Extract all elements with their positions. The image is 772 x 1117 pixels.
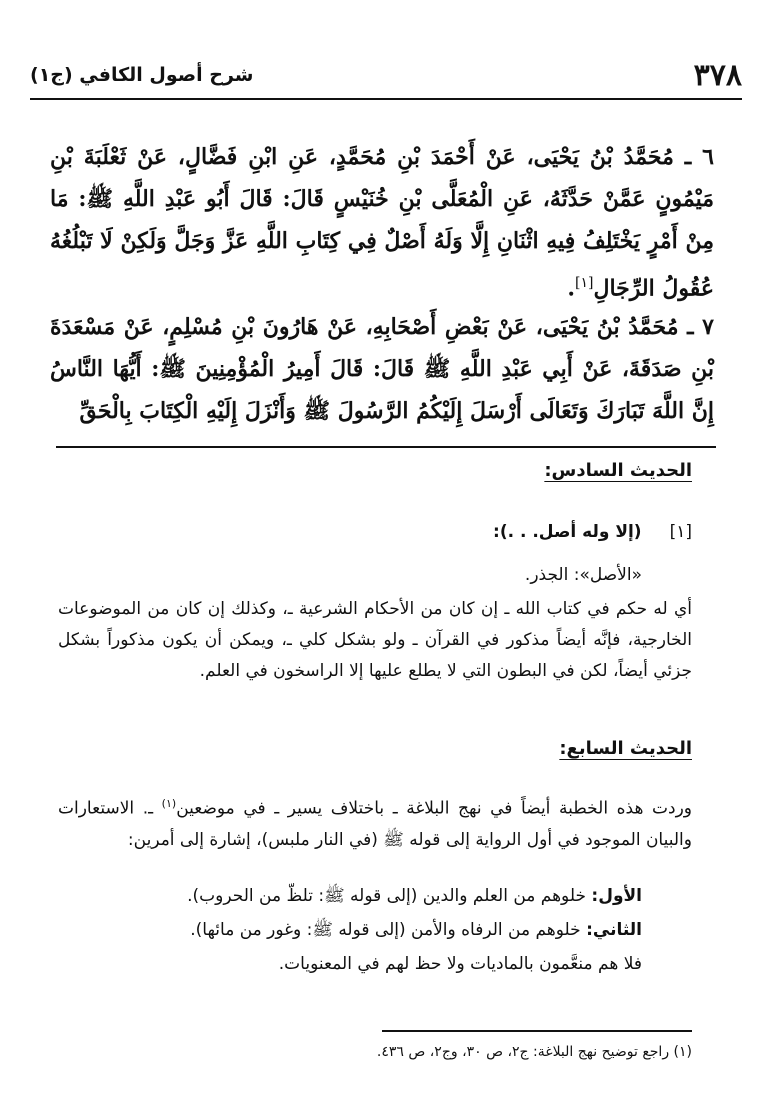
asl-definition: «الأصل»: الجذر. bbox=[524, 565, 642, 585]
hadith-6-footnote-marker: [١] bbox=[575, 275, 594, 291]
heading-hadith-7: الحديث السابع: bbox=[559, 738, 692, 759]
commentary-7-footnote-marker: (١) bbox=[161, 797, 177, 810]
commentary-7-start: وردت هذه الخطبة أيضاً في نهج البلاغة ـ باختلاف يسير ـ في موضعين bbox=[176, 798, 692, 819]
hadith-7 bbox=[50, 306, 714, 432]
commentary-explanation: أي له حكم في كتاب الله ـ إن كان من الأحكام الشرعية ـ، وكذلك إن كان من الموضوعات الخارجية، فإنَّه أيضاً مذكور في القرآن ـ ولو بشكل كلي ـ، ويمكن أن يكون مذكوراً بشكل جزئي أيضاً، لكن في البطون التي لا يطلع عليها إلا الراسخون في العلم. bbox=[58, 599, 692, 681]
point-first bbox=[58, 880, 642, 912]
page-header bbox=[30, 52, 742, 100]
point-first-text: خلوهم من العلم والدين (إلى قوله ﷺ: تلظّ من الحروب). bbox=[187, 886, 592, 906]
note-ref: [١] bbox=[669, 522, 692, 542]
footnote-divider bbox=[382, 1030, 692, 1032]
commentary-7-paragraph bbox=[58, 788, 692, 856]
closing-line: فلا هم منعَّمون بالماديات ولا حظ لهم في المعنويات. bbox=[278, 954, 642, 974]
commentary-7-end: ـ. الاستعارات والبيان الموجود في أول الرواية إلى قوله ﷺ (في النار ملبس)، إشارة إلى أمرين: bbox=[58, 798, 692, 850]
hadith-6-text: ٦ ـ مُحَمَّدُ بْنُ يَحْيَى، عَنْ أَحْمَدَ بْنِ مُحَمَّدٍ، عَنِ ابْنِ فَضَّالٍ، عَنْ ثَعْلَبَةَ بْنِ مَيْمُونٍ عَمَّنْ حَدَّثَهُ، عَنِ الْمُعَلَّى بْنِ خُنَيْسٍ قَالَ: قَالَ أَبُو عَبْدِ اللَّهِ ﷺ: مَا مِنْ أَمْرٍ يَخْتَلِفُ فِيهِ اثْنَانِ إِلَّا وَلَهُ أَصْلٌ فِي كِتَابِ اللَّهِ عَزَّ وَجَلَّ وَلَكِنْ لَا تَبْلُغُهُ عُقُولُ الرِّجَالِ bbox=[50, 144, 714, 302]
commentary-note-1 bbox=[60, 522, 692, 542]
footnote: (١) راجع توضيح نهج البلاغة: ج٢، ص ٣٠، وج٢، ص ٤٣٦. bbox=[376, 1044, 692, 1060]
point-second-label: الثاني: bbox=[586, 920, 642, 940]
heading-hadith-6: الحديث السادس: bbox=[544, 460, 692, 481]
point-first-label: الأول: bbox=[591, 886, 642, 906]
point-second-text: خلوهم من الرفاه والأمن (إلى قوله ﷺ: وغور من مائها). bbox=[190, 920, 587, 940]
note-head: (إلا وله أصل. . .): bbox=[493, 522, 642, 542]
page-number: ٣٧٨ bbox=[693, 57, 742, 93]
hadith-7-text: ٧ ـ مُحَمَّدُ بْنُ يَحْيَى، عَنْ بَعْضِ أَصْحَابِهِ، عَنْ هَارُونَ بْنِ مُسْلِمٍ، عَنْ مَسْعَدَةَ بْنِ صَدَقَةَ، عَنْ أَبِي عَبْدِ اللَّهِ ﷺ قَالَ: قَالَ أَمِيرُ الْمُؤْمِنِينَ ﷺ: أَيُّهَا النَّاسُ إِنَّ اللَّهَ تَبَارَكَ وَتَعَالَى أَرْسَلَ إِلَيْكُمُ الرَّسُولَ ﷺ وَأَنْزَلَ إِلَيْهِ الْكِتَابَ بِالْحَقِّ bbox=[50, 314, 714, 424]
point-second bbox=[58, 914, 642, 946]
running-title: شرح أصول الكافي (ج١) bbox=[30, 64, 254, 86]
section-divider bbox=[56, 446, 716, 448]
hadith-6: ٦ ـ مُحَمَّدُ بْنُ يَحْيَى، عَنْ أَحْمَدَ بْنِ مُحَمَّدٍ، عَنِ ابْنِ فَضَّالٍ، عَنْ ثَعْلَبَةَ بْنِ مَيْمُونٍ عَمَّنْ حَدَّثَهُ، عَنِ الْمُعَلَّى بْنِ خُنَيْسٍ قَالَ: قَالَ أَبُو عَبْدِ اللَّهِ ﷺ: مَا مِنْ أَمْرٍ يَخْتَلِفُ فِيهِ اثْنَانِ إِلَّا وَلَهُ أَصْلٌ فِي كِتَابِ اللَّهِ عَزَّ وَجَلَّ وَلَكِنْ لَا تَبْلُغُهُ عُقُولُ الرِّجَالِ[١]. bbox=[50, 144, 714, 302]
